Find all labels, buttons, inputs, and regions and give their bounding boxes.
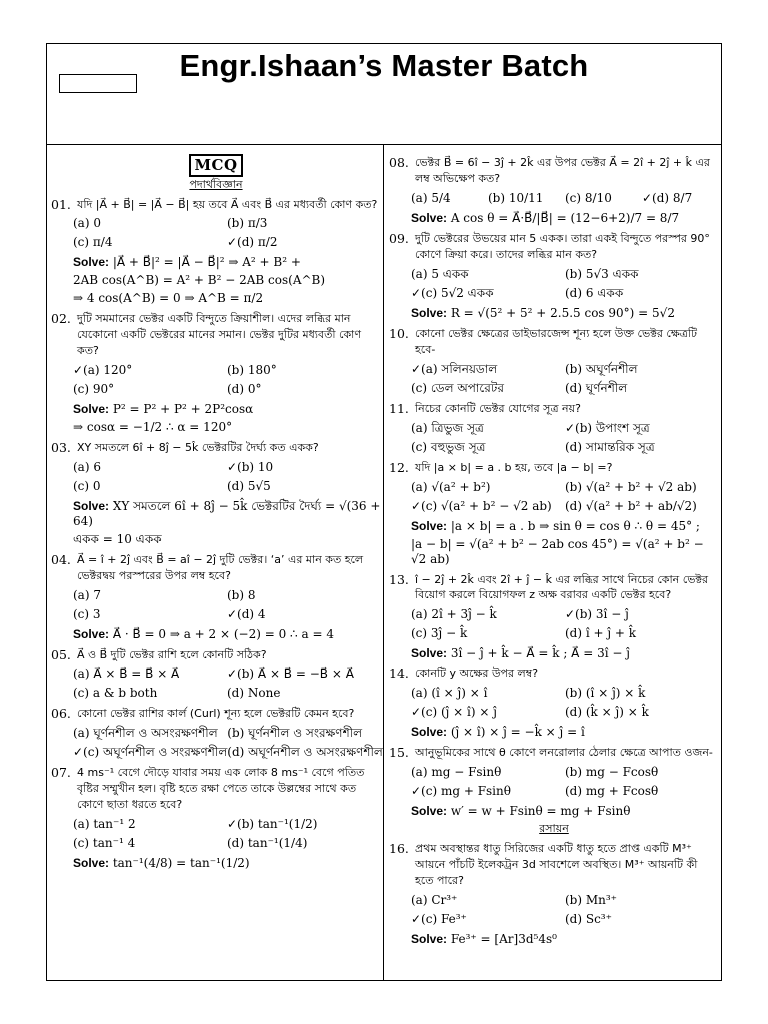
option: (b) 8: [227, 588, 256, 603]
question: [389, 460, 719, 567]
option: (c) বহুভুজ সূত্র: [411, 439, 486, 454]
solution: [51, 856, 381, 871]
options: [389, 765, 719, 799]
solution: [389, 646, 719, 661]
question-number: 07.: [51, 764, 71, 780]
solution-line: Solve: |a × b| = a . b ⇒ sin θ = cos θ ∴ θ = 45° ;: [411, 518, 700, 533]
page-frame: [46, 43, 722, 981]
option: (a) 6: [73, 460, 101, 475]
option: (b) (î × ĵ) × k̂: [565, 686, 646, 701]
question: [51, 197, 381, 307]
option: ✓(c) mg + Fsinθ: [411, 784, 511, 799]
question-stem: [51, 765, 381, 813]
options: [51, 216, 381, 250]
left-column: [51, 150, 381, 871]
option: (c) π/4: [73, 235, 113, 250]
option: ✓(b) tan⁻¹(1/2): [227, 816, 318, 831]
solve-label: Solve:: [411, 804, 448, 819]
solution-line: Solve: Fe³⁺ = [Ar]3d⁵4s⁰: [411, 931, 557, 946]
option: (d) 6 একক: [565, 285, 624, 300]
solution-line: Solve: |A⃗ + B⃗|² = |A⃗ − B⃗|² ⇒ A² + B² +: [73, 255, 301, 270]
question-stem: [389, 326, 719, 358]
subject-heading-chemistry: রসায়ন: [539, 822, 569, 836]
options: [51, 726, 381, 760]
option: ✓(c) 5√2 একক: [411, 285, 494, 300]
option: (a) 0: [73, 216, 101, 231]
option: ✓(b) 3î − ĵ: [565, 607, 629, 622]
question-number: 04.: [51, 552, 71, 568]
option: (a) mg − Fsinθ: [411, 765, 502, 780]
question-text: দুটি সমমানের ভেক্টর একটি বিন্দুতে ক্রিয়াশীল। এদের লব্ধির মান যেকোনো একটি ভেক্টরের মানের সমান। ভেক্টর দুটির মধ্যবর্তী কোণ কত?: [77, 312, 361, 358]
option: (c) tan⁻¹ 4: [73, 835, 136, 850]
solution-line: Solve: w′ = w + Fsinθ = mg + Fsinθ: [411, 804, 631, 819]
question-number: 14.: [389, 666, 409, 682]
question-number: 12.: [389, 459, 409, 475]
question-text: î − 2ĵ + 2k̂ এবং 2î + ĵ − k̂ এর লব্ধির সাথে নিচের কোন ভেক্টর বিয়োগ করলে বিয়োগফল z অক্ষ বরাবর একটি ভেক্টর হবে?: [415, 572, 709, 602]
question-text: ভেক্টর B⃗ = 6î − 3ĵ + 2k̂ এর উপর ভেক্টর A⃗ = 2î + 2ĵ + k̂ এর লম্ব অভিক্ষেপ কত?: [415, 156, 710, 185]
option: (d) অঘূর্ণনশীল ও অসংরক্ষণশীল: [227, 744, 383, 759]
solution: [51, 499, 381, 547]
question-stem: [389, 231, 719, 263]
question: [389, 326, 719, 396]
option: (a) tan⁻¹ 2: [73, 816, 136, 831]
question-text: নিচের কোনটি ভেক্টর যোগের সূত্র নয়?: [415, 401, 581, 415]
options: [389, 267, 719, 301]
question-text: A⃗ = î + 2ĵ এবং B⃗ = aî − 2ĵ দুটি ভেক্টর। ‘a’ এর মান কত হলে ভেক্টরদ্বয় পরস্পরের উপর লম্ব হবে?: [77, 553, 364, 583]
question: [51, 311, 381, 435]
option: (a) ঘূর্ণনশীল ও অসংরক্ষণশীল: [73, 725, 218, 740]
question-stem: [389, 155, 719, 187]
solve-label: Solve:: [73, 627, 110, 642]
option: (c) 3: [73, 607, 101, 622]
option: (c) 90°: [73, 382, 115, 397]
option: (b) 180°: [227, 363, 277, 378]
option: (d) None: [227, 686, 281, 700]
question-text: XY সমতলে 6î + 8ĵ − 5k̂ ভেক্টরটির দৈর্ঘ্য কত একক?: [77, 441, 319, 455]
question: [389, 155, 719, 226]
question-stem: [51, 311, 381, 359]
solve-label: Solve:: [411, 646, 448, 661]
options: [389, 480, 719, 514]
solution: [51, 255, 381, 306]
solve-label: Solve:: [411, 725, 448, 740]
question: [51, 647, 381, 701]
question-text: যদি |A⃗ + B⃗| = |A⃗ − B⃗| হয় তবে A⃗ এবং B⃗ এর মধ্যবর্তী কোণ কত?: [77, 197, 378, 211]
options: [51, 667, 381, 701]
option: ✓(c) Fe³⁺: [411, 911, 467, 926]
solution: [389, 932, 719, 947]
question: [389, 841, 719, 947]
options: [389, 191, 719, 206]
solution-line: Solve: R = √(5² + 5² + 2.5.5 cos 90°) = 5√2: [411, 305, 675, 320]
option: (d) Sc³⁺: [565, 911, 612, 926]
option: (a) (î × ĵ) × î: [411, 686, 488, 701]
option: (d) (k̂ × ĵ) × k̂: [565, 705, 649, 720]
solve-label: Solve:: [73, 402, 110, 417]
question-text: যদি |a × b| = a . b হয়, তবে |a − b| =?: [415, 460, 613, 474]
question-stem: [51, 197, 381, 213]
header: [47, 44, 721, 145]
question-text: A⃗ ও B⃗ দুটি ভেক্টর রাশি হলে কোনটি সঠিক?: [77, 648, 267, 662]
solution-line: 2AB cos(A^B) = A² + B² − 2AB cos(A^B): [73, 273, 326, 288]
question-stem: [389, 841, 719, 889]
option: (b) Mn³⁺: [565, 892, 618, 907]
options: [389, 362, 719, 396]
option: ✓(b) A⃗ × B⃗ = −B⃗ × A⃗: [227, 667, 354, 681]
question-text: কোনো ভেক্টর ক্ষেত্রের ডাইভারজেন্স শূন্য হলে উক্ত ভেক্টর ক্ষেত্রটি হবে-: [415, 326, 697, 356]
page-title: Engr.Ishaan’s Master Batch: [179, 48, 589, 83]
option: (c) 0: [73, 479, 101, 494]
subject-heading: পদার্থবিজ্ঞান: [189, 177, 243, 191]
question-stem: [389, 572, 719, 604]
option: (a) 7: [73, 588, 101, 603]
solution-line: Solve: A cos θ = A⃗·B⃗/|B⃗| = (12−6+2)/7 = 8/7: [411, 210, 680, 225]
question: [389, 745, 719, 819]
solution: [389, 804, 719, 819]
question-number: 02.: [51, 311, 71, 327]
option: (a) √(a² + b²): [411, 479, 491, 494]
question-text: প্রথম অবস্থান্তর ধাতু সিরিজের একটি ধাতু হতে প্রাপ্ত একটি M³⁺ আয়নে পাঁচটি ইলেকট্রন 3d সাবশেলে অবস্থিত। M³⁺ আয়নটি কী হতে পারে?: [415, 842, 698, 887]
option: (a) Cr³⁺: [411, 892, 458, 907]
question-text: কোনো ভেক্টর রাশির কার্ল (Curl) শূন্য হলে ভেক্টরটি কেমন হবে?: [77, 707, 355, 720]
solve-label: Solve:: [411, 931, 448, 946]
question-number: 06.: [51, 706, 71, 721]
question: [51, 706, 381, 760]
solve-label: Solve:: [73, 855, 110, 870]
question-number: 09.: [389, 230, 409, 246]
question: [389, 572, 719, 662]
option: (b) অঘূর্ণনশীল: [565, 361, 638, 376]
option: (b) mg − Fcosθ: [565, 765, 659, 780]
solution-line: ⇒ cosα = −1/2 ∴ α = 120°: [73, 420, 233, 435]
solve-label: Solve:: [411, 305, 448, 320]
options: [389, 893, 719, 927]
question-stem: [51, 552, 381, 584]
mcq-label: MCQ: [189, 154, 243, 177]
solve-label: Solve:: [73, 255, 110, 270]
option: (b) 5√3 একক: [565, 266, 639, 281]
solve-label: Solve:: [411, 518, 448, 533]
solution: [389, 211, 719, 226]
option: ✓(c) (ĵ × î) × ĵ: [411, 705, 497, 720]
question-number: 11.: [389, 400, 409, 416]
option: (c) a & b both: [73, 686, 158, 700]
option: (b) ঘূর্ণনশীল ও সংরক্ষণশীল: [227, 725, 363, 740]
solve-label: Solve:: [411, 210, 448, 225]
question-text: 4 ms⁻¹ বেগে দৌড়ে যাবার সময় এক লোক 8 ms⁻¹ বেগে পতিত বৃষ্টির সম্মুখীন হল। বৃষ্টি হতে রক্ষা পেতে তাকে উল্লম্বের সাথে কত কোণে ছাতা ধরতে হবে?: [77, 765, 365, 811]
column-divider: [383, 144, 384, 980]
question-text: কোনটি y অক্ষের উপর লম্ব?: [415, 667, 539, 681]
option: ✓(d) 8/7: [642, 190, 693, 205]
solution: [389, 519, 719, 567]
option: (b) 10/11: [488, 190, 544, 205]
question-stem: [51, 706, 381, 722]
question: [51, 440, 381, 547]
option: (c) ডেল অপারেটর: [411, 380, 504, 395]
solution-line: Solve: tan⁻¹(4/8) = tan⁻¹(1/2): [73, 855, 250, 870]
question: [389, 231, 719, 321]
options: [389, 686, 719, 720]
solution-line: Solve: 3î − ĵ + k̂ − A⃗ = k̂ ; A⃗ = 3î − ĵ: [411, 646, 630, 661]
option: (b) π/3: [227, 216, 268, 231]
solution-line: একক = 10 একক: [73, 532, 162, 547]
solution-line: ⇒ 4 cos(A^B) = 0 ⇒ A^B = π/2: [73, 291, 264, 306]
right-column: [389, 150, 719, 947]
option: (a) 2î + 3ĵ − k̂: [411, 607, 497, 622]
question-stem: [389, 666, 719, 682]
option: (a) 5/4: [411, 190, 451, 205]
options: [389, 421, 719, 455]
blank-box: [59, 74, 137, 93]
solution-line: Solve: (ĵ × î) × ĵ = −k̂ × ĵ = î: [411, 725, 585, 740]
option: ✓(a) 120°: [73, 363, 133, 378]
question-number: 03.: [51, 440, 71, 456]
question-text: আনুভূমিকের সাথে θ কোণে লনরোলার ঠেলার ক্ষেত্রে আপাত ওজন-: [415, 746, 713, 760]
option: ✓(c) √(a² + b² − √2 ab): [411, 498, 552, 513]
question-number: 15.: [389, 745, 409, 761]
question-number: 16.: [389, 841, 409, 856]
option: (a) 5 একক: [411, 266, 469, 281]
option: (b) √(a² + b² + √2 ab): [565, 479, 697, 494]
option: ✓(d) π/2: [227, 235, 278, 250]
option: (d) 0°: [227, 382, 262, 397]
options: [51, 363, 381, 397]
question-stem: [51, 440, 381, 456]
question-number: 05.: [51, 647, 71, 663]
option: (a) ত্রিভুজ সূত্র: [411, 420, 484, 435]
question-number: 13.: [389, 571, 409, 587]
option: (d) 5√5: [227, 479, 271, 494]
option: (d) tan⁻¹(1/4): [227, 835, 308, 850]
solution: [51, 627, 381, 642]
question-stem: [389, 460, 719, 476]
question-stem: [389, 401, 719, 417]
option: (c) 8/10: [565, 190, 612, 205]
question-stem: [389, 745, 719, 761]
option: ✓(a) সলিনয়ডাল: [411, 361, 498, 376]
option: (d) সামান্তরিক সূত্র: [565, 439, 655, 454]
option: (c) 3ĵ − k̂: [411, 626, 468, 641]
question: [51, 765, 381, 871]
solution: [51, 402, 381, 435]
option: ✓(d) 4: [227, 607, 266, 622]
options: [51, 817, 381, 851]
question-stem: [51, 647, 381, 663]
option: ✓(b) 10: [227, 460, 274, 475]
option: (d) mg + Fcosθ: [565, 784, 659, 799]
question-number: 08.: [389, 155, 409, 170]
question: [389, 401, 719, 455]
solution-line: |a − b| = √(a² + b² − 2ab cos 45°) = √(a² + b² − √2 ab): [411, 536, 704, 566]
solution-line: Solve: A⃗ · B⃗ = 0 ⇒ a + 2 × (−2) = 0 ∴ a = 4: [73, 627, 334, 642]
question-text: দুটি ভেক্টরের উভয়ের মান 5 একক। তারা একই বিন্দুতে পরস্পর 90° কোণে ক্রিয়া করে। তাদের লব্ধির মান কত?: [415, 231, 710, 261]
option: (d) î + ĵ + k̂: [565, 626, 637, 641]
options: [51, 460, 381, 494]
solution-line: Solve: P² = P² + P² + 2P²cosα: [73, 402, 254, 417]
options: [389, 607, 719, 641]
question-number: 01.: [51, 196, 71, 212]
question-number: 10.: [389, 325, 409, 341]
option: ✓(c) অঘূর্ণনশীল ও সংরক্ষণশীল: [73, 744, 228, 759]
question: [51, 552, 381, 642]
solve-label: Solve:: [73, 499, 110, 514]
option: ✓(b) উপাংশ সূত্র: [565, 420, 650, 435]
options: [51, 588, 381, 622]
option: (a) A⃗ × B⃗ = B⃗ × A⃗: [73, 667, 180, 681]
solution-line: Solve: XY সমতলে 6î + 8ĵ − 5k̂ ভেক্টরটির দৈর্ঘ্য = √(36 + 64): [73, 499, 381, 529]
option: (d) √(a² + b² + ab/√2): [565, 498, 697, 513]
question: [389, 666, 719, 740]
solution: [389, 725, 719, 740]
option: (d) ঘূর্ণনশীল: [565, 380, 628, 395]
solution: [389, 306, 719, 321]
